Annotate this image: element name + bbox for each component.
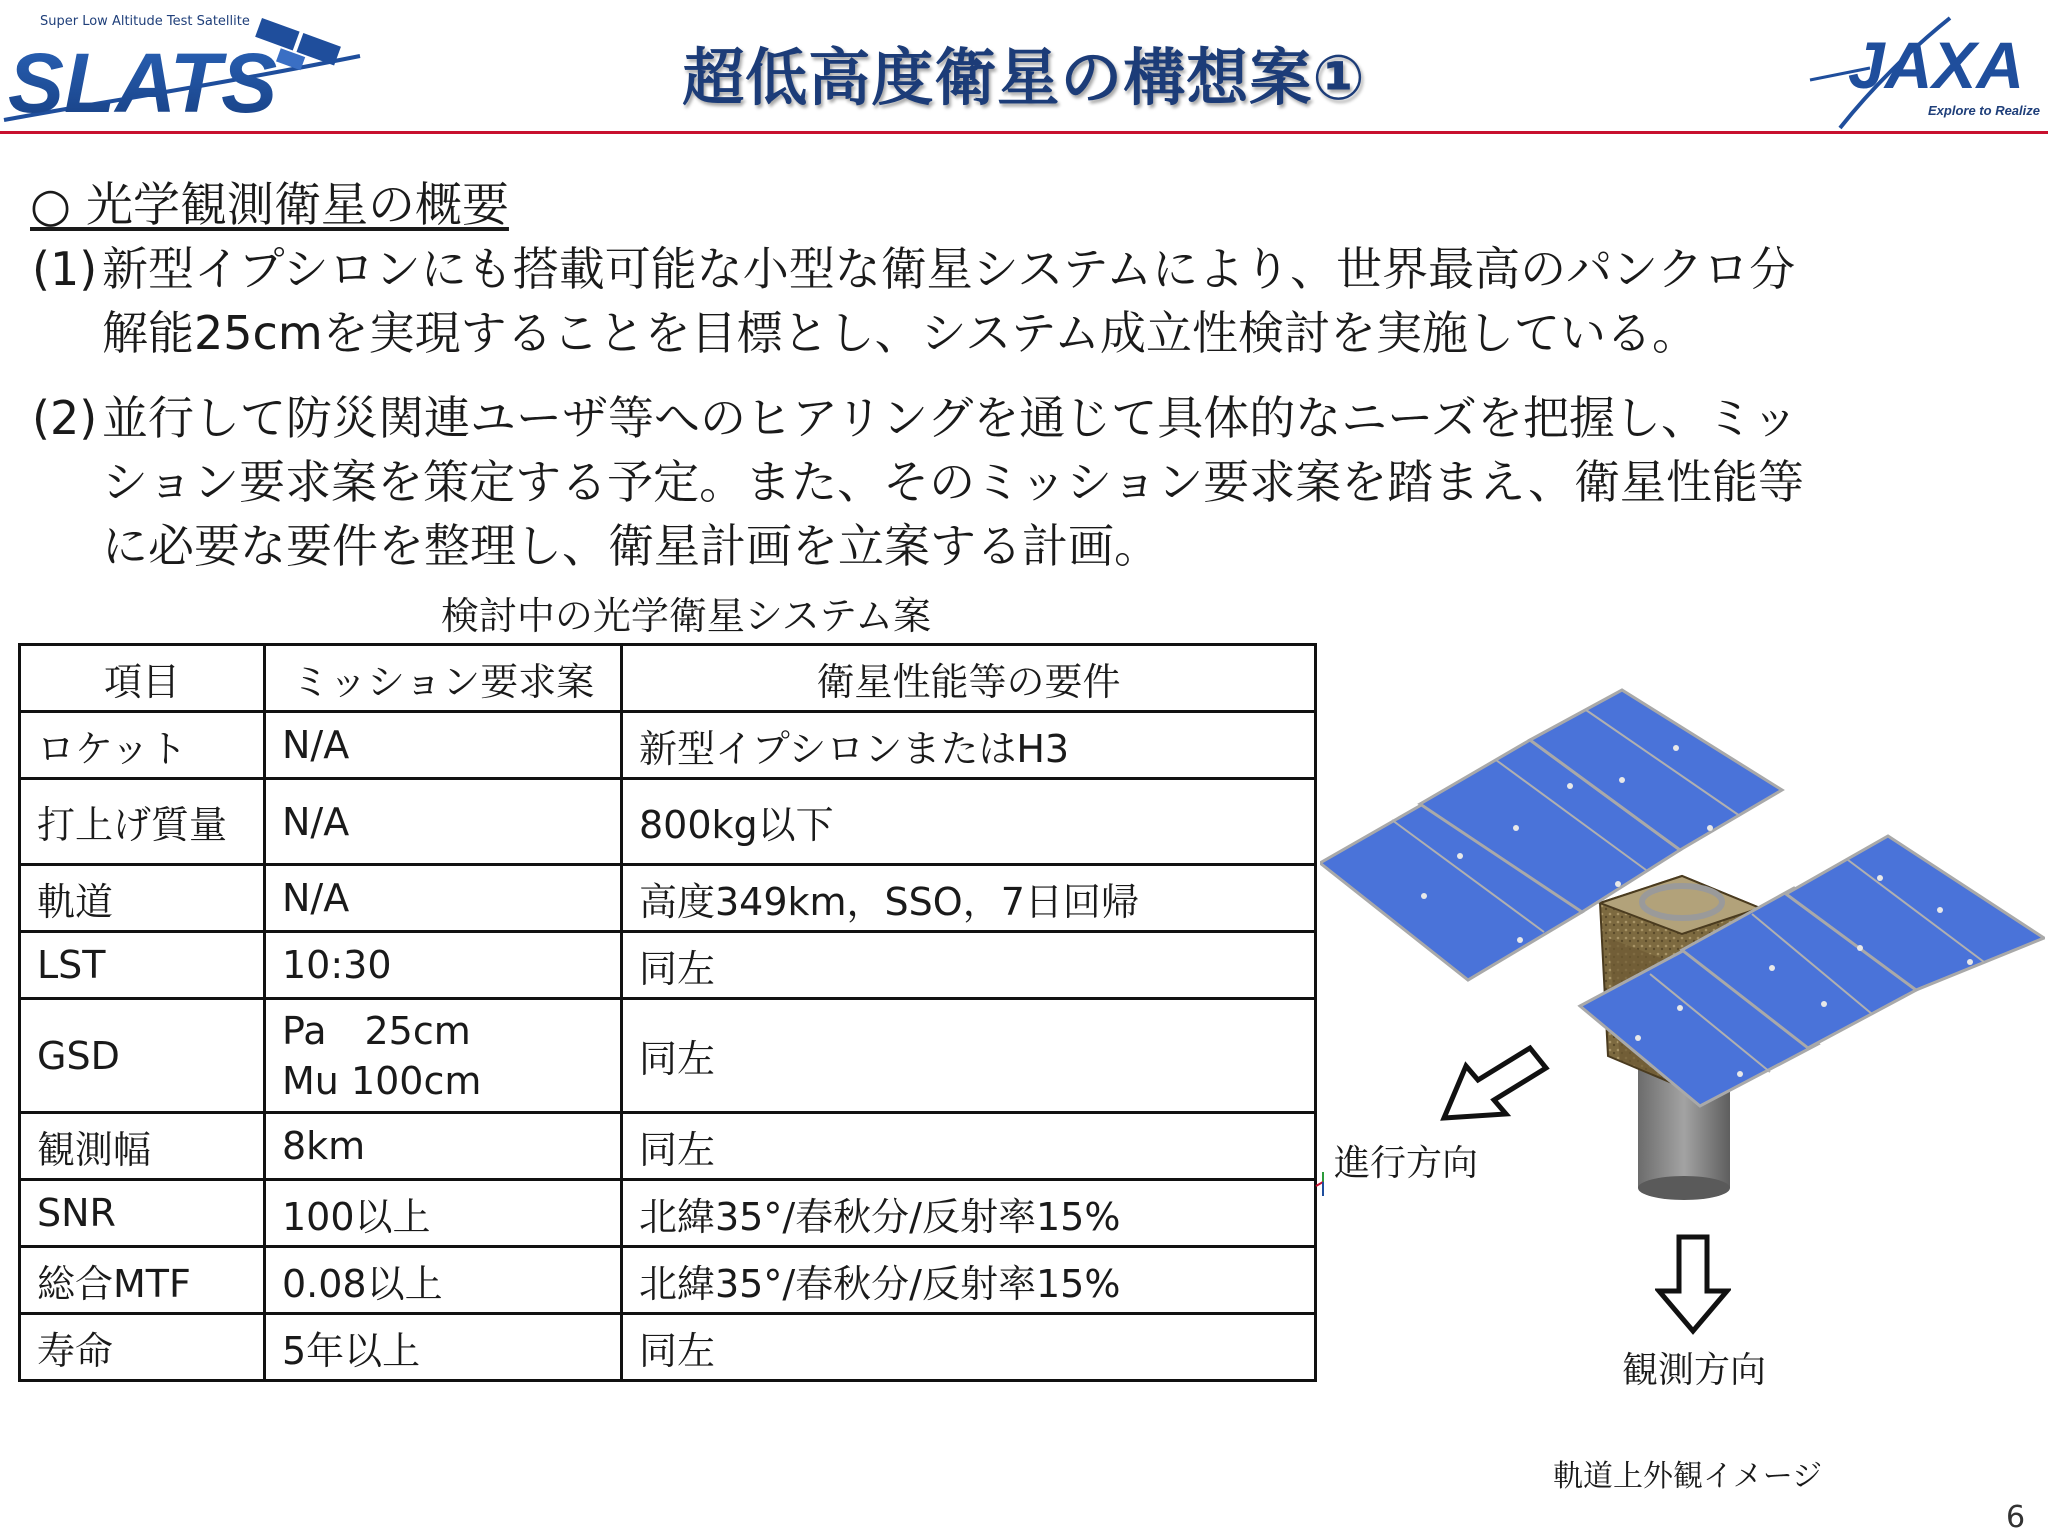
- paragraph-number: (1): [32, 242, 98, 296]
- cell-mission: 0.08以上: [265, 1247, 622, 1314]
- paragraph-number: (2): [32, 391, 98, 445]
- paragraph-line: 並行して防災関連ユーザ等へのヒアリングを通じて具体的なニーズを把握し、ミッ: [102, 391, 1799, 445]
- section-heading: ○ 光学観測衛星の概要: [30, 178, 509, 233]
- cell-item: SNR: [20, 1180, 265, 1247]
- spec-table: [18, 643, 1317, 1382]
- cell-requirement: 800kg以下: [622, 779, 1316, 865]
- cell-mission: N/A: [265, 865, 622, 932]
- table-row: [20, 712, 1316, 779]
- solar-array-right: [1580, 836, 2044, 1106]
- table-row: [20, 1113, 1316, 1180]
- jaxa-wordmark: JAXA: [1848, 28, 2025, 102]
- paragraph-line: に必要な要件を整理し、衛星計画を立案する計画。: [102, 519, 1160, 573]
- table-caption: 検討中の光学衛星システム案: [440, 594, 932, 638]
- observe-direction-arrow-icon: [1655, 1233, 1731, 1335]
- satellite-illustration: [1320, 688, 2045, 1208]
- slats-wordmark: SLATS: [8, 36, 278, 130]
- cell-requirement: 新型イプシロンまたはH3: [622, 712, 1316, 779]
- figure-caption: 軌道上外観イメージ: [1553, 1459, 1823, 1494]
- cell-item: 打上げ質量: [20, 779, 265, 865]
- cell-mission: 8km: [265, 1113, 622, 1180]
- cell-item: 観測幅: [20, 1113, 265, 1180]
- cell-mission: N/A: [265, 779, 622, 865]
- cell-mission: 10:30: [265, 932, 622, 999]
- logo-subtitle: Super Low Altitude Test Satellite: [40, 14, 250, 29]
- cell-item: GSD: [20, 999, 265, 1113]
- column-header-mission: ミッション要求案: [265, 645, 622, 712]
- observe-direction-label: 観測方向: [1622, 1350, 1767, 1391]
- travel-direction-arrow-icon: [1440, 1040, 1552, 1130]
- table-row: [20, 932, 1316, 999]
- mission-line: Pa 25cm: [282, 1008, 471, 1053]
- page-number: 6: [2006, 1500, 2026, 1535]
- column-header-requirement: 衛星性能等の要件: [622, 645, 1316, 712]
- paragraph-line: ション要求案を策定する予定。また、そのミッション要求案を踏まえ、衛星性能等: [102, 455, 1804, 509]
- cell-item: 総合MTF: [20, 1247, 265, 1314]
- cell-requirement: 同左: [622, 1314, 1316, 1381]
- paragraph-line: 新型イプシロンにも搭載可能な小型な衛星システムにより、世界最高のパンクロ分: [102, 242, 1796, 296]
- cell-item: 寿命: [20, 1314, 265, 1381]
- cell-mission: N/A: [265, 712, 622, 779]
- paragraph-2: [32, 386, 2022, 586]
- cell-mission: 100以上: [265, 1180, 622, 1247]
- jaxa-tagline: Explore to Realize: [1928, 103, 2040, 118]
- table-row: [20, 865, 1316, 932]
- cell-mission: [265, 999, 622, 1113]
- travel-direction-label: 進行方向: [1334, 1143, 1479, 1184]
- table-row: [20, 1247, 1316, 1314]
- table-row: [20, 1314, 1316, 1381]
- paragraph-1: [32, 237, 2022, 367]
- header-divider: [0, 131, 2048, 134]
- mission-line: Mu 100cm: [282, 1058, 482, 1103]
- cell-requirement: 高度349km，SSO，7日回帰: [622, 865, 1316, 932]
- cell-mission: 5年以上: [265, 1314, 622, 1381]
- cell-requirement: 同左: [622, 932, 1316, 999]
- table-header-row: [20, 645, 1316, 712]
- paragraph-line: 解能25cmを実現することを目標とし、システム成立性検討を実施している。: [102, 306, 1699, 360]
- coordinate-axes-icon: [1314, 1170, 1332, 1200]
- table-row: [20, 779, 1316, 865]
- cell-requirement: 北緯35°/春秋分/反射率15%: [622, 1180, 1316, 1247]
- cell-requirement: 同左: [622, 999, 1316, 1113]
- table-row: [20, 1180, 1316, 1247]
- cell-requirement: 同左: [622, 1113, 1316, 1180]
- cell-item: 軌道: [20, 865, 265, 932]
- table-row: [20, 999, 1316, 1113]
- cell-requirement: 北緯35°/春秋分/反射率15%: [622, 1247, 1316, 1314]
- page-title: 超低高度衛星の構想案①: [682, 41, 1366, 114]
- jaxa-logo: [1800, 10, 2048, 135]
- cell-item: LST: [20, 932, 265, 999]
- column-header-item: 項目: [20, 645, 265, 712]
- cell-item: ロケット: [20, 712, 265, 779]
